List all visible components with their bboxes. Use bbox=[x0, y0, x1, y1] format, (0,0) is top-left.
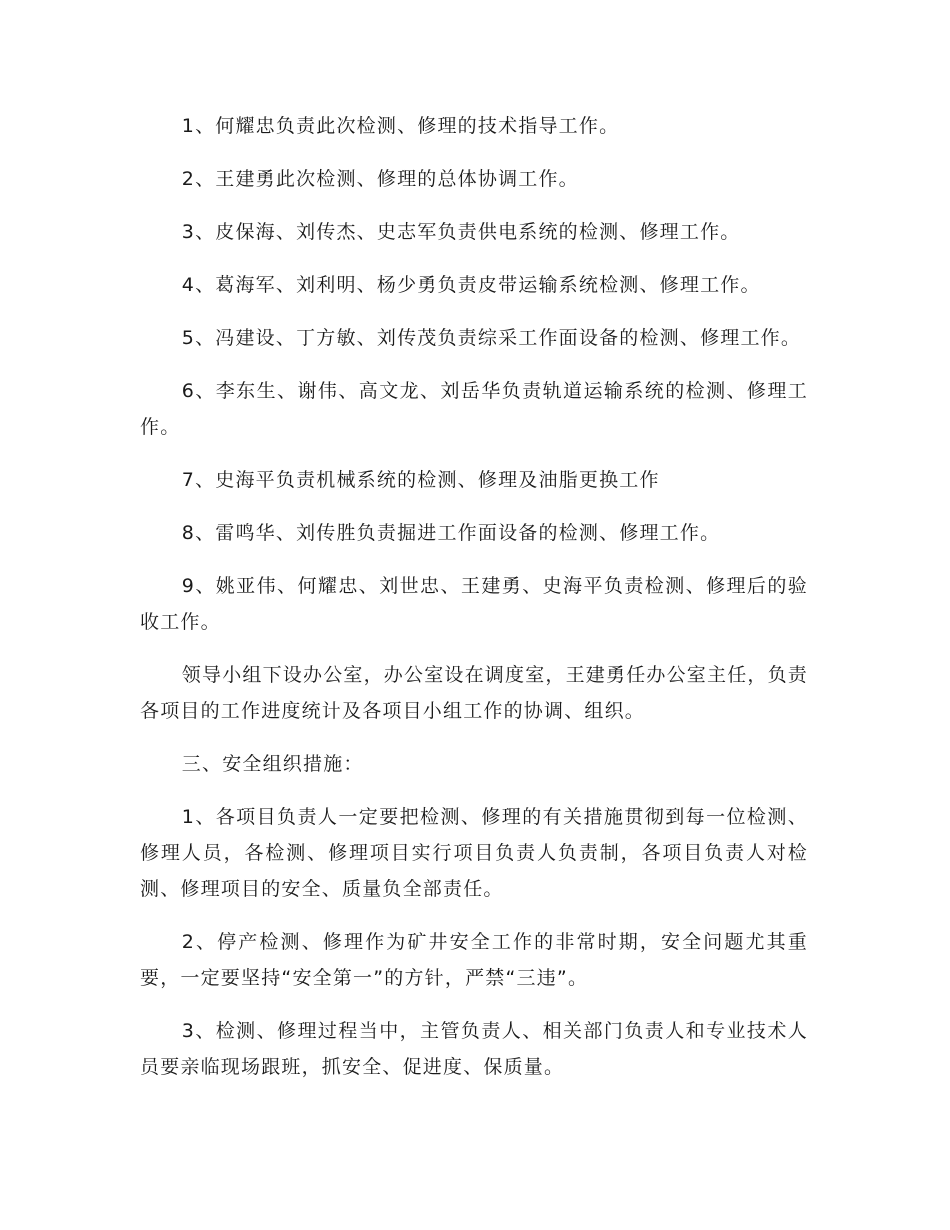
safety-paragraph-1: 1、各项目负责人一定要把检测、修理的有关措施贯彻到每一位检测、修理人员，各检测、修理项目实行项目负责人负责制，各项目负责人对检测、修理项目的安全、质量负全部责任。 bbox=[140, 806, 808, 900]
paragraph-9: 9、姚亚伟、何耀忠、刘世忠、王建勇、史海平负责检测、修理后的验收工作。 bbox=[140, 575, 808, 633]
paragraph-office: 领导小组下设办公室，办公室设在调度室，王建勇任办公室主任，负责各项目的工作进度统计及各项目小组工作的协调、组织。 bbox=[140, 664, 808, 722]
paragraph-3: 3、皮保海、刘传杰、史志军负责供电系统的检测、修理工作。 bbox=[181, 221, 741, 243]
paragraph-7: 7、史海平负责机械系统的检测、修理及油脂更换工作 bbox=[181, 469, 660, 491]
paragraph-5: 5、冯建设、丁方敏、刘传茂负责综采工作面设备的检测、修理工作。 bbox=[181, 327, 802, 349]
safety-paragraph-2: 2、停产检测、修理作为矿井安全工作的非常时期，安全问题尤其重要，一定要坚持“安全第一”的方针，严禁“三违”。 bbox=[140, 931, 808, 989]
section-heading-safety: 三、安全组织措施： bbox=[181, 753, 364, 775]
safety-paragraph-3: 3、检测、修理过程当中，主管负责人、相关部门负责人和专业技术人员要亲临现场跟班，抓安全、促进度、保质量。 bbox=[140, 1020, 808, 1078]
paragraph-6: 6、李东生、谢伟、高文龙、刘岳华负责轨道运输系统的检测、修理工作。 bbox=[140, 380, 808, 438]
paragraph-2: 2、王建勇此次检测、修理的总体协调工作。 bbox=[181, 168, 579, 190]
paragraph-1: 1、何耀忠负责此次检测、修理的技术指导工作。 bbox=[181, 115, 620, 137]
paragraph-4: 4、葛海军、刘利明、杨少勇负责皮带运输系统检测、修理工作。 bbox=[181, 274, 761, 296]
paragraph-8: 8、雷鸣华、刘传胜负责掘进工作面设备的检测、修理工作。 bbox=[181, 522, 721, 544]
document-body bbox=[140, 108, 808, 1102]
